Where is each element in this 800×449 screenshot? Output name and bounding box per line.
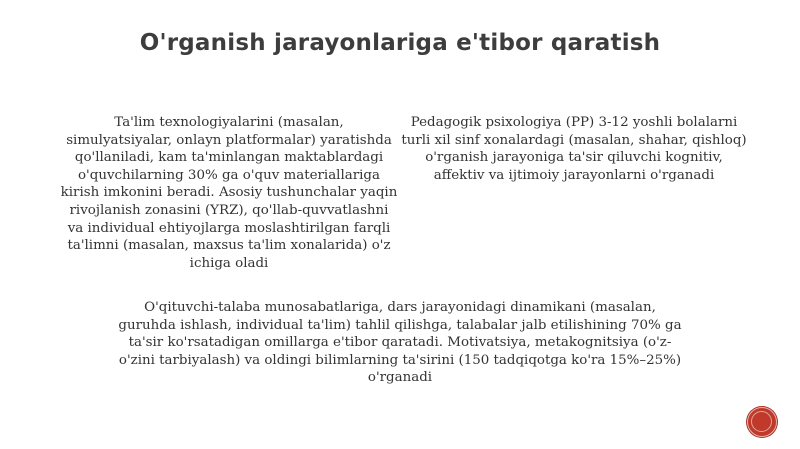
- bottom-text-block: O'qituvchi-talaba munosabatlariga, dars jarayonidagi dinamikani (masalan, guruhda ishlash, individual ta'lim) tahlil qilishga, talabalar jalb etilishining 70% ga ta'sir ko'rsatadigan omillarga e'tibor qaratadi. Motivatsiya, metakognitsiya (o'z-o'zini tarbiyalash) va oldingi bilimlarning ta'sirini (150 tadqiqotga ko'ra 15%–25%) o'rganadi: [118, 300, 682, 386]
- circle-nav-icon: [751, 411, 772, 432]
- slide-title: O'rganish jarayonlariga e'tibor qaratish: [139, 30, 661, 56]
- right-text-block: Pedagogik psixologiya (PP) 3-12 yoshli bolalarni turli xil sinf xonalardagi (masalan, shahar, qishloq) o'rganish jarayoniga ta'sir qiluvchi kognitiv, affektiv va ijtimoiy jarayonlarni o'rganadi: [401, 115, 747, 183]
- next-slide-button[interactable]: [747, 407, 777, 437]
- left-text-block: Ta'lim texnologiyalarini (masalan, simulyatsiyalar, onlayn platformalar) yaratishda qo'llaniladi, kam ta'minlangan maktablardagi o'quvchilarning 30% ga o'quv materiallariga kirish imkonini beradi. Asosiy tushunchalar yaqin rivojlanish zonasini (YRZ), qo'llab-quvvatlashni va individual ehtiyojlarga moslashtirilgan farqli ta'limni (masalan, maxsus ta'lim xonalarida) o'z ichiga oladi: [60, 115, 398, 271]
